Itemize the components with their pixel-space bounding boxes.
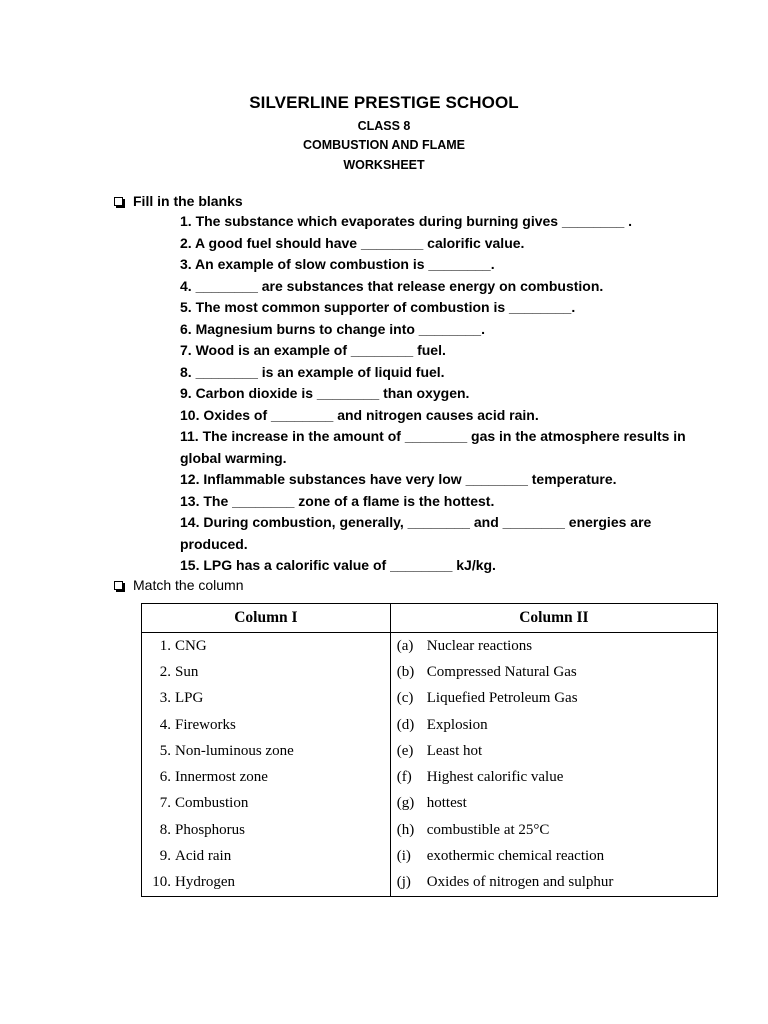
right-term: Nuclear reactions — [426, 637, 533, 654]
section-title: Match the column — [133, 577, 244, 593]
left-cell — [142, 712, 391, 738]
row-letter: (e) — [396, 742, 414, 759]
row-number: 10. — [152, 874, 171, 891]
row-letter: (i) — [396, 848, 411, 865]
left-term: Fireworks — [175, 716, 236, 733]
row-letter: (f) — [396, 769, 412, 786]
right-term: combustible at 25°C — [426, 821, 550, 838]
question-item: 5. The most common supporter of combustion is ________. — [180, 299, 576, 315]
row-letter: (c) — [396, 690, 414, 707]
row-letter: (d) — [396, 716, 415, 733]
right-term: Compressed Natural Gas — [426, 663, 577, 680]
left-term: Phosphorus — [175, 821, 246, 838]
row-letter: (j) — [396, 874, 411, 891]
question-item: 8. ________ is an example of liquid fuel. — [180, 363, 445, 380]
table-row — [142, 633, 718, 660]
right-term: Liquefied Petroleum Gas — [426, 690, 578, 707]
fill-blanks-heading — [114, 193, 243, 209]
left-term: Non-luminous zone — [175, 742, 294, 759]
left-cell — [142, 870, 391, 897]
right-term: Highest calorific value — [426, 769, 564, 786]
question-item: 11. The increase in the amount of ________ gas in the atmosphere results in global warming. — [180, 428, 686, 466]
left-cell — [142, 686, 391, 712]
left-cell — [142, 843, 391, 869]
left-term: CNG — [175, 637, 207, 654]
left-term: Combustion — [175, 795, 249, 812]
left-cell — [142, 738, 391, 764]
table-header-row — [142, 604, 718, 633]
right-cell — [390, 817, 717, 843]
column-header: Column I — [142, 604, 391, 633]
question-item: 13. The ________ zone of a flame is the hottest. — [180, 492, 495, 509]
question-item: 14. During combustion, generally, ________ and ________ energies are produced. — [180, 514, 652, 552]
row-number: 6. — [159, 769, 171, 786]
row-letter: (b) — [396, 663, 415, 680]
right-term: Least hot — [426, 742, 483, 759]
left-term: Hydrogen — [175, 874, 235, 891]
checkbox-bullet-icon — [114, 197, 123, 206]
row-letter: (h) — [396, 821, 415, 838]
left-term: Sun — [175, 663, 199, 680]
right-term: Explosion — [426, 716, 488, 733]
row-number: 7. — [159, 795, 171, 812]
table-row — [142, 817, 718, 843]
left-term: Acid rain — [175, 848, 232, 865]
question-item: 10. Oxides of ________ and nitrogen causes acid rain. — [180, 406, 539, 423]
row-letter: (a) — [396, 637, 414, 654]
checkbox-bullet-icon — [114, 581, 123, 590]
left-cell — [142, 791, 391, 817]
question-item: 3. An example of slow combustion is ________. — [180, 256, 495, 272]
right-cell — [390, 738, 717, 764]
table-row — [142, 712, 718, 738]
right-cell — [390, 712, 717, 738]
right-cell — [390, 764, 717, 790]
row-number: 8. — [159, 821, 171, 838]
question-item: 15. LPG has a calorific value of ________ kJ/kg. — [180, 557, 496, 573]
row-number: 4. — [159, 716, 171, 733]
row-number: 2. — [159, 663, 171, 680]
left-cell — [142, 633, 391, 660]
right-cell — [390, 633, 717, 660]
school-name: SILVERLINE PRESTIGE SCHOOL — [249, 93, 519, 112]
question-item: 6. Magnesium burns to change into ________. — [180, 320, 485, 337]
table-row — [142, 686, 718, 712]
table-row — [142, 659, 718, 685]
question-item: 7. Wood is an example of ________ fuel. — [180, 342, 446, 358]
question-item: 9. Carbon dioxide is ________ than oxygen. — [180, 385, 470, 401]
right-term: Oxides of nitrogen and sulphur — [426, 874, 614, 891]
question-item: 4. ________ are substances that release energy on combustion. — [180, 277, 604, 294]
row-number: 5. — [159, 742, 171, 759]
table-row — [142, 791, 718, 817]
question-item: 1. The substance which evaporates during burning gives ________ . — [180, 213, 633, 229]
question-item: 2. A good fuel should have ________ calorific value. — [180, 234, 525, 251]
table-body — [142, 633, 718, 897]
left-cell — [142, 659, 391, 685]
right-cell — [390, 870, 717, 897]
table-row — [142, 764, 718, 790]
right-term: hottest — [426, 795, 467, 812]
match-table — [141, 603, 718, 897]
worksheet-label: WORKSHEET — [343, 158, 425, 172]
left-cell — [142, 817, 391, 843]
row-letter: (g) — [396, 795, 415, 812]
match-column-heading — [114, 577, 244, 593]
question-list — [180, 211, 700, 577]
left-term: Innermost zone — [175, 769, 268, 786]
column-header: Column II — [390, 604, 717, 633]
row-number: 3. — [159, 690, 171, 707]
table-row — [142, 843, 718, 869]
right-term: exothermic chemical reaction — [426, 848, 605, 865]
right-cell — [390, 791, 717, 817]
left-term: LPG — [175, 690, 204, 707]
topic-title: COMBUSTION AND FLAME — [302, 138, 466, 152]
table-row — [142, 870, 718, 897]
section-title: Fill in the blanks — [133, 193, 243, 209]
right-cell — [390, 843, 717, 869]
left-cell — [142, 764, 391, 790]
right-cell — [390, 686, 717, 712]
right-cell — [390, 659, 717, 685]
row-number: 9. — [159, 848, 171, 865]
table-row — [142, 738, 718, 764]
row-number: 1. — [159, 637, 171, 654]
question-item: 12. Inflammable substances have very low ________ temperature. — [180, 471, 617, 487]
class-label: CLASS 8 — [357, 119, 411, 133]
